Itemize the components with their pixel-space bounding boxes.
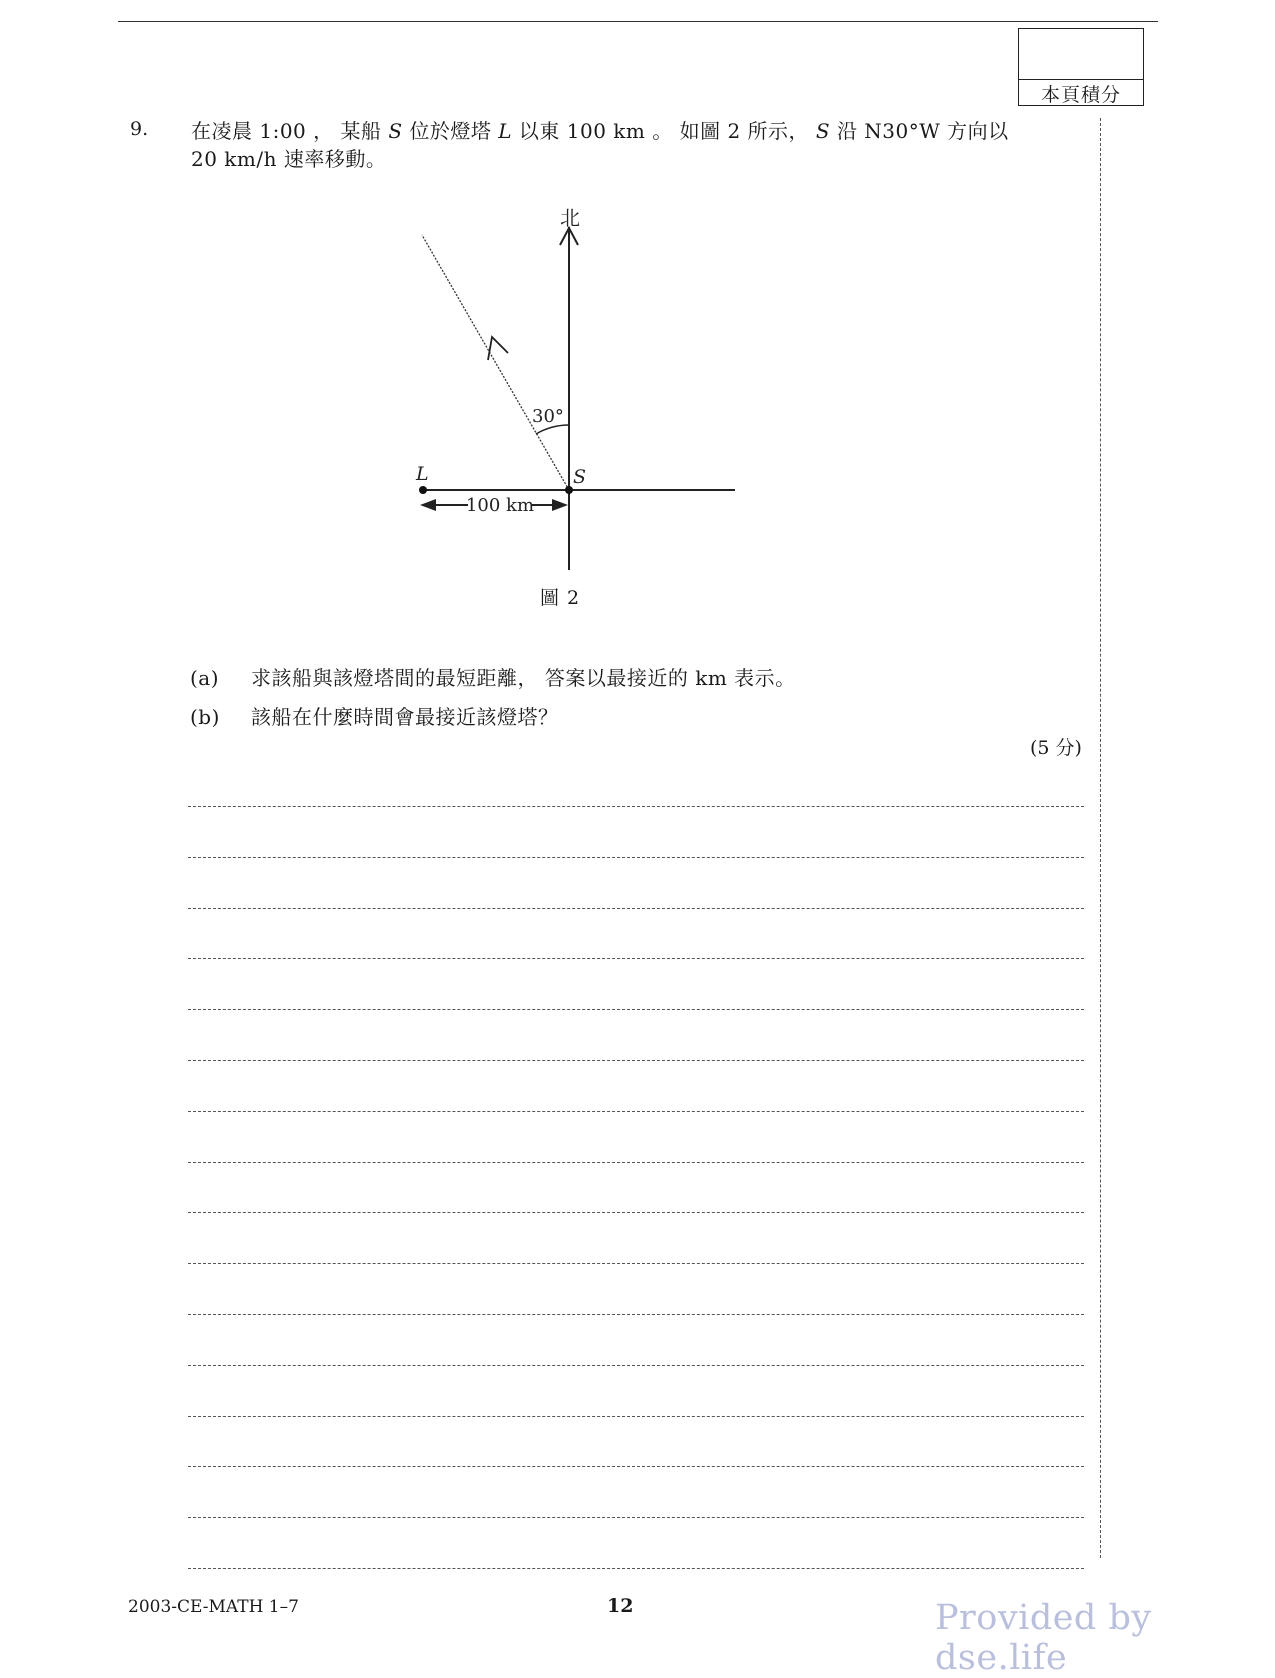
answer-line [188,1009,1084,1010]
distance-arrowhead-right [552,499,568,511]
part-a [190,662,796,691]
point-l-label: L [416,463,429,485]
question-text [191,117,1091,173]
part-b-label: (b) [190,705,220,729]
north-label: 北 [560,206,580,230]
answer-line [188,1263,1084,1264]
answer-line [188,1060,1084,1061]
paper-code: 2003-CE-MATH 1–7 [128,1597,299,1617]
answer-line [188,1466,1084,1467]
ship-path-line [422,235,569,490]
question-line-2: 20 km/h 速率移動。 [191,147,387,171]
point-l-dot [419,486,427,494]
page-score-label: 本頁積分 [1040,84,1121,106]
answer-line [188,1111,1084,1112]
angle-label: 30° [532,406,564,427]
answer-line [188,857,1084,858]
figure-2-diagram [380,195,740,575]
ship-path-arrowhead [488,337,508,360]
answer-line [188,1517,1084,1518]
answer-line [188,1162,1084,1163]
marks-allocation: (5 分) [1030,737,1082,759]
part-a-label: (a) [190,666,220,690]
watermark: Provided by dse.life [935,1598,1152,1678]
distance-label: 100 km [465,495,535,516]
answer-line [188,1365,1084,1366]
answer-line [188,1416,1084,1417]
question-line-1: 在凌晨 1:00 ， 某船 S 位於燈塔 L 以東 100 km 。 如圖 2 所示， S 沿 N30°W 方向以 [191,119,1009,143]
answer-line [188,1568,1084,1569]
question-number: 9. [130,118,149,140]
margin-dashed-line [1100,118,1101,1558]
answer-line [188,958,1084,959]
part-b [190,701,559,730]
point-s-label: S [573,466,587,488]
answer-line [188,806,1084,807]
figure-caption: 圖 2 [540,587,581,609]
page-number: 12 [607,1595,634,1617]
part-b-text: 該船在什麼時間會最接近該燈塔？ [251,705,559,729]
answer-line [188,1212,1084,1213]
distance-arrowhead-left [420,499,436,511]
point-s-dot [565,486,573,494]
top-rule [118,21,1158,22]
answer-line [188,1314,1084,1315]
part-a-text: 求該船與該燈塔間的最短距離， 答案以最接近的 km 表示。 [251,666,796,690]
answer-line [188,908,1084,909]
